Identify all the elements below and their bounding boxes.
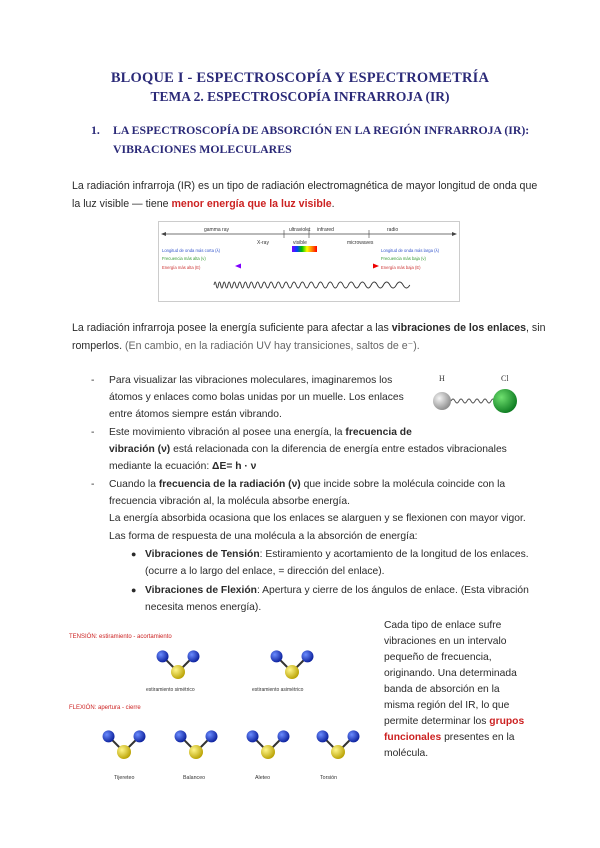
bullet-dash: -: [91, 479, 95, 490]
para1-text: la luz visible — tiene: [72, 197, 172, 210]
list-item: [91, 476, 559, 545]
para2-bold: vibraciones de los enlaces: [391, 322, 527, 334]
flexion-label: FLEXIÓN: apertura - cierre: [69, 705, 141, 711]
side-note: [384, 618, 554, 762]
label-radio: radio: [387, 227, 399, 233]
right-note-2: Frecuencia más baja (ν): [381, 256, 426, 261]
b3-text: Cuando la: [109, 479, 159, 490]
central-atom: [171, 665, 185, 679]
bullet3-line1: [109, 476, 559, 493]
sub2-text: : Apertura y cierre de los ángulos de enlace. (Esta vibración: [256, 585, 529, 596]
wave: [214, 282, 410, 288]
b2-bold1: frecuencia de: [345, 427, 412, 438]
outer-atom: [133, 730, 145, 742]
outer-atom: [347, 730, 359, 742]
note-line8: [384, 730, 554, 746]
para1-end: .: [331, 197, 335, 210]
left-note-2: Frecuencia más alta (ν): [162, 256, 206, 261]
para2-text-a: La radiación infrarroja posee la energía suficiente para afectar a las: [72, 322, 392, 334]
list-item: [131, 546, 555, 580]
label-gamma: gamma ray: [204, 227, 230, 233]
central-atom: [117, 745, 131, 759]
outer-atom: [103, 730, 115, 742]
note-line2: vibraciones en un intervalo: [384, 636, 507, 647]
note-line7: [384, 714, 554, 730]
b3-text2: que incide sobre la molécula coincide con la: [300, 479, 506, 490]
atom-label-h: H: [439, 374, 445, 383]
bullet-dot: ●: [131, 585, 137, 595]
bullet2-line3: [109, 458, 549, 475]
sub2-line1: [145, 582, 555, 599]
central-atom: [189, 745, 203, 759]
label-uv: ultraviolet: [289, 227, 311, 233]
bullet3-line4: Las forma de respuesta de una molécula a la absorción de energía:: [109, 530, 418, 542]
bullet2-line1: [109, 424, 549, 441]
paragraph-bond-vibrations: [72, 320, 552, 355]
paragraph-ir-intro: [72, 178, 542, 213]
mode-label-4: Torsión: [320, 775, 338, 781]
bullet1-line3: entre átomos siempre están vibrando.: [109, 409, 282, 421]
section-title-line1: LA ESPECTROSCOPÍA DE ABSORCIÓN EN LA REGIÓN INFRARROJA (IR):: [113, 123, 530, 137]
para2-text-b: , sin: [526, 322, 546, 334]
section-heading: [91, 121, 551, 159]
mode-label-3: Aleteo: [255, 775, 271, 781]
outer-atom: [271, 650, 283, 662]
list-item: [131, 582, 555, 616]
outer-atom: [277, 730, 289, 742]
left-note-3: Energía más alta (E): [162, 265, 201, 270]
outer-atom: [317, 730, 329, 742]
label-xray: X-ray: [257, 240, 269, 246]
b2-text2: está relacionada con la diferencia de energía entre estados vibracionales: [170, 444, 507, 456]
note-highlight2: funcionales: [384, 732, 442, 743]
bullet1-line2: átomos y enlaces como bolas unidas por un muelle. Los enlaces: [109, 392, 404, 404]
bullet-dot: ●: [131, 549, 137, 559]
outer-atom: [157, 650, 169, 662]
left-note-1: Longitud de onda más corta (λ): [162, 248, 220, 253]
page-subtitle: TEMA 2. ESPECTROSCOPÍA INFRARROJA (IR): [150, 89, 450, 104]
tension-label: TENSIÓN: estiramiento - acortamiento: [69, 634, 172, 640]
para1-line2: [72, 196, 542, 214]
em-spectrum-figure: [158, 221, 460, 302]
label-microwaves: microwaves: [347, 240, 374, 246]
hcl-molecule-figure: [425, 372, 525, 418]
sub1-text: : Estiramiento y acortamiento de la longitud de los enlaces.: [259, 549, 529, 560]
molecule-group: [103, 650, 360, 759]
chlorine-atom: [493, 389, 517, 413]
vibration-modes-figure: [66, 628, 376, 786]
note-line5: banda de absorción en la: [384, 684, 500, 695]
bullet-dash: -: [91, 375, 95, 386]
atom-label-cl: Cl: [501, 374, 509, 383]
em-spectrum-svg: [159, 222, 459, 301]
para2-line2a: romperlos.: [72, 339, 123, 352]
para1-line1: La radiación infrarroja (IR) es un tipo de radiación electromagnética de mayor longitud de onda que: [72, 180, 538, 192]
sym-label: estiramiento simétrico: [146, 687, 195, 693]
bullet3-line2: frecuencia vibración al, la molécula absorbe energía.: [109, 496, 350, 508]
mode-label-1: Tijereteo: [114, 775, 135, 781]
note-line4: originando. Una determinada: [384, 668, 517, 679]
bullet2-line2: [109, 441, 549, 458]
para2-line1: [72, 320, 552, 338]
outer-atom: [247, 730, 259, 742]
note-text8: presentes en la: [441, 732, 515, 743]
bullet1-line1: Para visualizar las vibraciones moleculares, imaginaremos los: [109, 375, 393, 386]
mode-label-2: Balanceo: [183, 775, 206, 781]
b2-text3: mediante la ecuación:: [109, 461, 213, 473]
list-item: [91, 372, 409, 424]
sub2-bold: Vibraciones de Flexión: [145, 585, 257, 596]
sub2-line2: necesita menos energía).: [145, 602, 262, 614]
asym-label: estiramiento asimétrico: [252, 687, 304, 693]
note-line9: molécula.: [384, 748, 429, 759]
hcl-svg: [425, 372, 525, 418]
hydrogen-atom: [433, 392, 451, 410]
label-ir: infrared: [317, 227, 334, 233]
outer-atom: [301, 650, 313, 662]
b2-bold2: vibración (ν): [109, 444, 171, 456]
outer-atom: [205, 730, 217, 742]
section-title-line2: VIBRACIONES MOLECULARES: [113, 142, 292, 156]
sub1-line2: (ocurre a lo largo del enlace, = dirección del enlace).: [145, 566, 385, 578]
b3-bold: frecuencia de la radiación (ν): [158, 479, 301, 490]
note-line3: pequeño de frecuencia,: [384, 652, 492, 663]
bullet-dash: -: [91, 427, 95, 438]
note-highlight1: grupos: [489, 716, 525, 727]
para1-highlight: menor energía que la luz visible: [171, 197, 332, 210]
central-atom: [285, 665, 299, 679]
note-text7: permite determinar los: [384, 716, 490, 727]
bullet3-line3: La energía absorbida ocasiona que los enlaces se alarguen y se flexionen con mayor vigor.: [109, 513, 526, 525]
b2-equation: ΔE= h · ν: [212, 461, 257, 473]
vibration-svg: [66, 628, 376, 786]
spring-bond: [451, 399, 495, 403]
sub1-line1: [145, 546, 555, 563]
note-line6: misma región del IR, lo que: [384, 700, 510, 711]
note-line1: Cada tipo de enlace sufre: [384, 620, 502, 631]
right-note-1: Longitud de onda más larga (λ): [381, 248, 439, 253]
section-number: 1.: [91, 123, 100, 137]
para2-line2: [72, 338, 552, 356]
visible-band: [292, 246, 317, 252]
para2-line2b: (En cambio, en la radiación UV hay transiciones, saltos de e⁻).: [122, 339, 420, 352]
list-item: [91, 424, 549, 476]
outer-atom: [187, 650, 199, 662]
b2-text: Este movimiento vibración al posee una energía, la: [109, 427, 346, 438]
page-title: BLOQUE I - ESPECTROSCOPÍA Y ESPECTROMETRÍA: [110, 70, 490, 86]
label-visible: visible: [293, 240, 307, 246]
outer-atom: [175, 730, 187, 742]
central-atom: [331, 745, 345, 759]
central-atom: [261, 745, 275, 759]
right-note-3: Energía más baja (E): [381, 265, 421, 270]
sub1-bold: Vibraciones de Tensión: [145, 549, 260, 560]
